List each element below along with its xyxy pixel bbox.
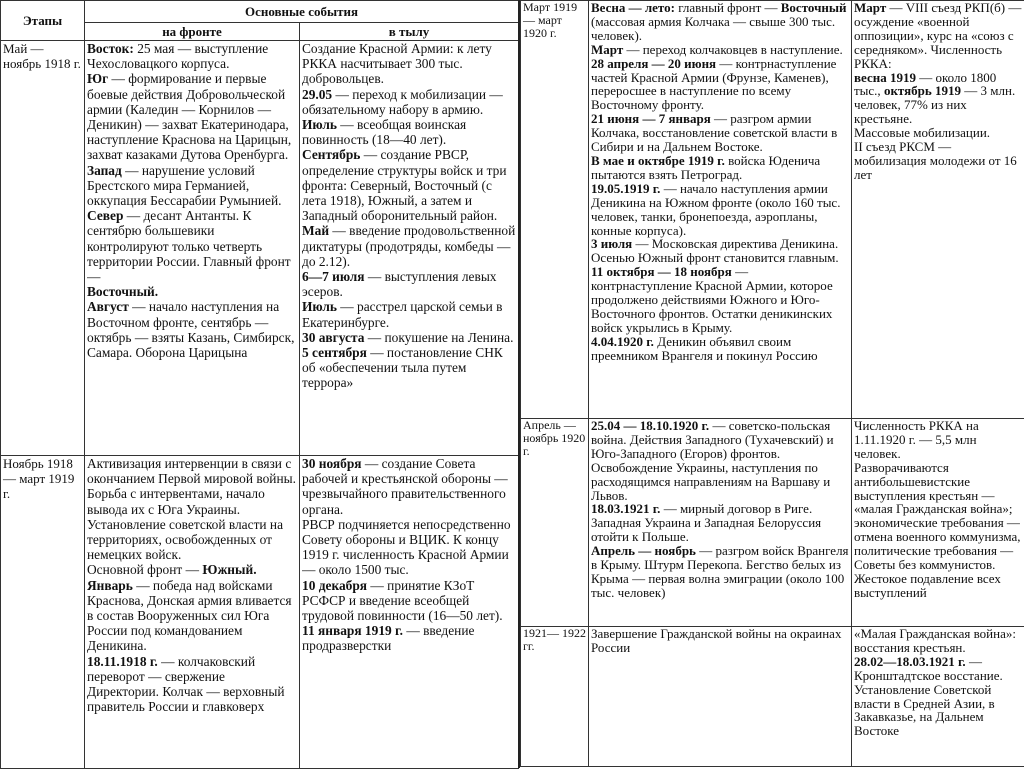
event-text: — введение продовольственной диктатуры (продотряды, комбеды — до 2.12). (302, 223, 515, 268)
stage-label: 1921— 1922 гг. (523, 627, 586, 653)
event-text: — Кронштадтское восстание. Установление Советской власти в Средней Азии, в Закавказье, на Дальнем Востоке (854, 654, 1003, 739)
events-table-right (520, 0, 1024, 767)
event-text: II съезд РКСМ — мобилизация молодежи от 16 лет (854, 139, 1017, 182)
stage-label: Март 1919 — март 1920 г. (523, 1, 586, 40)
event-text: — формирование и первые боевые действия Добровольческой армии (Каледин — Корнилов — Деникин) — захват Екатеринодара, наступление Краснова на Царицын, захват казаками Дутова Оренбурга. (87, 71, 291, 162)
event-entry (591, 237, 849, 265)
event-date: Июль (302, 299, 337, 314)
rear-cell (852, 627, 1024, 767)
rear-cell (852, 1, 1024, 419)
event-entry (854, 419, 1022, 461)
stage-cell (1, 41, 85, 456)
event-entry (591, 57, 849, 113)
event-entry (854, 126, 1022, 140)
event-entry (87, 299, 297, 360)
stage-label: Апрель — ноябрь 1920 г. (523, 419, 586, 458)
event-entry (854, 627, 1022, 655)
event-date: 28 апреля — 20 июня (591, 56, 716, 71)
front-cell (85, 456, 300, 769)
event-date: 11 января 1919 г. (302, 623, 403, 638)
event-date: 18.03.1921 г. (591, 501, 660, 516)
event-date: 28.02—18.03.1921 г. (854, 654, 966, 669)
front-text (87, 41, 297, 360)
event-entry (302, 299, 516, 329)
header-stages: Этапы (1, 1, 85, 41)
stage-cell (521, 419, 589, 627)
event-date: Восточный. (87, 284, 158, 299)
event-text: Численность РККА на 1.11.1920 г. — 5,5 млн человек. (854, 419, 979, 461)
rear-text (854, 1, 1022, 182)
event-entry (854, 1, 1022, 71)
event-text: — переход к мобилизации — обязательному набору в армию. (302, 87, 503, 117)
event-text: — всеобщая воинская повинность (18—40 лет). (302, 117, 466, 147)
event-entry (591, 265, 849, 335)
event-text: (массовая армия Колчака — свыше 300 тыс. человек). (591, 14, 835, 43)
event-text: — начало наступления на Восточном фронте, сентябрь — октябрь — взяты Казань, Симбирск, Самара. Оборона Царицына (87, 299, 294, 360)
event-text: — десант Антанты. К сентябрю большевики контролируют только четверть территории России. Главный фронт — (87, 208, 291, 284)
rear-text (854, 627, 1022, 763)
event-entry (591, 43, 849, 57)
event-text: — переход колчаковцев в наступление. (623, 42, 843, 57)
event-text: — принятие КЗоТ РСФСР и введение всеобщей трудовой повинности (16—50 лет). (302, 578, 503, 623)
rear-text (854, 419, 1022, 600)
event-entry (87, 208, 297, 284)
event-date: весна 1919 (854, 70, 916, 85)
event-text: — создание РВСР, определение структуры войск и три фронта: Северный, Восточный (с лета 1918), Южный, а затем и Западный оборонительный район. (302, 147, 507, 223)
front-text (591, 1, 849, 363)
stage-cell (521, 1, 589, 419)
event-date: 10 декабря (302, 578, 367, 593)
event-entry (591, 502, 849, 544)
event-text: — Московская директива Деникина. Осенью Южный фронт становится главным. (591, 236, 839, 265)
event-date: Сентябрь (302, 147, 360, 162)
event-entry (302, 269, 516, 299)
event-text: — начало наступления армии Деникина на Южном фронте (около 160 тыс. человек, танки, бронепоезда, аэропланы, конные корпуса). (591, 181, 840, 238)
event-text: — введение продразверстки (302, 623, 474, 653)
event-text: — контрнаступление частей Красной Армии (Фрунзе, Каменев), переросшее в наступление по всему Восточному фронту. (591, 56, 836, 113)
stage-label: Ноябрь 1918 — март 1919 г. (3, 456, 82, 501)
event-date: Август (87, 299, 129, 314)
event-entry (302, 345, 516, 391)
rear-cell (300, 456, 519, 769)
event-entry (302, 623, 516, 653)
event-date: 18.11.1918 г. (87, 654, 158, 669)
event-text: — выступления левых эсеров. (302, 269, 497, 299)
event-text: войска Юденича пытаются взять Петроград. (591, 153, 820, 182)
event-date: 29.05 (302, 87, 332, 102)
event-entry (854, 461, 1022, 600)
event-date: 30 августа (302, 330, 364, 345)
event-entry (302, 330, 516, 345)
event-text: — колчаковский переворот — свержение Директории. Колчак — верховный правитель России и главковерх (87, 654, 285, 715)
event-date: Восток: (87, 41, 134, 56)
event-date: Весна — лето: (591, 1, 675, 15)
event-date: Январь (87, 578, 133, 593)
event-entry (854, 140, 1022, 182)
event-text: Массовые мобилизации. (854, 125, 990, 140)
event-entry (302, 456, 516, 517)
event-entry (87, 284, 297, 299)
event-entry (87, 654, 297, 715)
rear-cell (300, 41, 519, 456)
event-date: Март (854, 1, 886, 15)
stage-label: Май — ноябрь 1918 г. (3, 41, 82, 71)
front-cell (589, 1, 852, 419)
event-entry (591, 335, 849, 363)
front-cell (85, 41, 300, 456)
event-date: 19.05.1919 г. (591, 181, 660, 196)
event-date: 21 июня — 7 января (591, 111, 711, 126)
event-text: — разгром армии Колчака, восстановление советской власти в Сибири и на Дальнем Востоке. (591, 111, 837, 154)
event-text: Завершение Гражданской войны на окраинах России (591, 627, 841, 655)
event-text: — разгром войск Врангеля в Крыму. Штурм Перекопа. Бегство белых из Крыма — первая волна эмиграции (около 100 тыс. человек) (591, 543, 849, 600)
rear-text (302, 41, 516, 391)
event-text: 25 мая — выступление Чехословацкого корпуса. (87, 41, 268, 71)
front-text (591, 627, 849, 655)
header-main-events: Основные события (85, 1, 519, 23)
event-entry (302, 517, 516, 578)
stage-cell (1, 456, 85, 769)
event-date: Май (302, 223, 329, 238)
rear-text (302, 456, 516, 766)
event-date: Июль (302, 117, 337, 132)
event-date: Север (87, 208, 123, 223)
event-text: главный фронт — (675, 1, 781, 15)
event-entry (854, 71, 1022, 127)
event-entry (854, 655, 1022, 738)
event-text: — расстрел царской семьи в Екатеринбурге. (302, 299, 502, 329)
event-text: — контрнаступление Красной Армии, которое продолжено действиями Южного и Юго-Восточного фронтов. Остатки деникинских войск укрылись в Крыму. (591, 264, 833, 335)
event-entry (591, 419, 849, 502)
event-text: РВСР подчиняется непосредственно Совету обороны и ВЦИК. К концу 1919 г. численность Красной Армии — около 1500 тыс. (302, 517, 511, 578)
event-text: — победа над войсками Краснова, Донская армия вливается в состав Вооруженных сил Юга России под командованием Деникина. (87, 578, 292, 654)
front-text (591, 419, 849, 600)
event-date: октябрь 1919 (884, 83, 961, 98)
event-date: Юг (87, 71, 108, 86)
event-text: — VIII съезд РКП(б) — осуждение «военной оппозиции», курс на «союз с середняком». Численность РККА: (854, 1, 1021, 71)
event-text: Деникин объявил своим преемником Врангеля и покинул Россию (591, 334, 818, 363)
event-text: — постановление СНК об «обеспечении тыла путем террора» (302, 345, 503, 390)
event-entry (302, 578, 516, 624)
front-text (87, 456, 297, 766)
event-date: 30 ноября (302, 456, 362, 471)
event-text: — покушение на Ленина. (364, 330, 513, 345)
event-text: «Малая Гражданская война»: восстания крестьян. (854, 627, 1016, 655)
event-entry (591, 544, 849, 600)
event-text: — нарушение условий Брестского мира Германией, оккупация Бессарабии Румынией. (87, 163, 281, 208)
event-date: Март (591, 42, 623, 57)
event-date: Южный. (202, 562, 256, 577)
event-date: В мае и октябре 1919 г. (591, 153, 725, 168)
event-text: — создание Совета рабочей и крестьянской обороны — чрезвычайного правительственного органа. (302, 456, 508, 517)
event-entry (302, 117, 516, 147)
event-entry (302, 41, 516, 87)
event-entry (87, 71, 297, 162)
event-date: Восточный (781, 1, 847, 15)
header-rear: в тылу (300, 23, 519, 41)
event-entry (591, 182, 849, 238)
right-table-column (520, 0, 1024, 768)
front-cell (589, 419, 852, 627)
event-text: Основной фронт — (87, 562, 202, 577)
event-entry (302, 223, 516, 269)
event-entry (302, 147, 516, 223)
event-date: Апрель — ноябрь (591, 543, 696, 558)
event-text: — 3 млн. человек, 77% из них крестьяне. (854, 83, 1015, 126)
event-date: 4.04.1920 г. (591, 334, 654, 349)
event-date: 3 июля (591, 236, 632, 251)
event-text: — около 1800 тыс., (854, 70, 996, 99)
event-entry (591, 112, 849, 154)
rear-cell (852, 419, 1024, 627)
event-text: Разворачиваются антибольшевистские выступления крестьян — «малая Гражданская война»; экономические требования — отмена военного коммунизма, политические требования — Советы без коммунистов. Жестокое подавление всех выступлений (854, 460, 1021, 600)
event-date: 5 сентября (302, 345, 367, 360)
event-text: Активизация интервенции в связи с окончанием Первой мировой войны. Борьба с интервентами, начало вывода их с Юга Украины. Установление советской власти на территориях, освобожденных от немецких войск. (87, 456, 296, 562)
event-entry (87, 456, 297, 562)
event-entry (302, 87, 516, 117)
event-date: 6—7 июля (302, 269, 365, 284)
event-entry (591, 154, 849, 182)
event-text: Создание Красной Армии: к лету РККА насчитывает 300 тыс. добровольцев. (302, 41, 492, 86)
front-cell (589, 627, 852, 767)
event-date: 25.04 — 18.10.1920 г. (591, 419, 709, 433)
event-entry (591, 627, 849, 655)
event-entry (87, 41, 297, 71)
header-front: на фронте (85, 23, 300, 41)
event-entry (87, 163, 297, 209)
event-entry (591, 1, 849, 43)
event-date: 11 октября — 18 ноября (591, 264, 732, 279)
stage-cell (521, 627, 589, 767)
event-date: Запад (87, 163, 122, 178)
event-text: — советско-польская война. Действия Западного (Тухачевский) и Юго-Западного (Егоров) фронтов. Освобождение Украины, наступления по расходящимся направлениям на Варшаву и Львов. (591, 419, 834, 503)
event-entry (87, 562, 297, 577)
event-entry (87, 578, 297, 654)
event-text: — мирный договор в Риге. Западная Украина и Западная Белоруссия отойти к Польше. (591, 501, 821, 544)
